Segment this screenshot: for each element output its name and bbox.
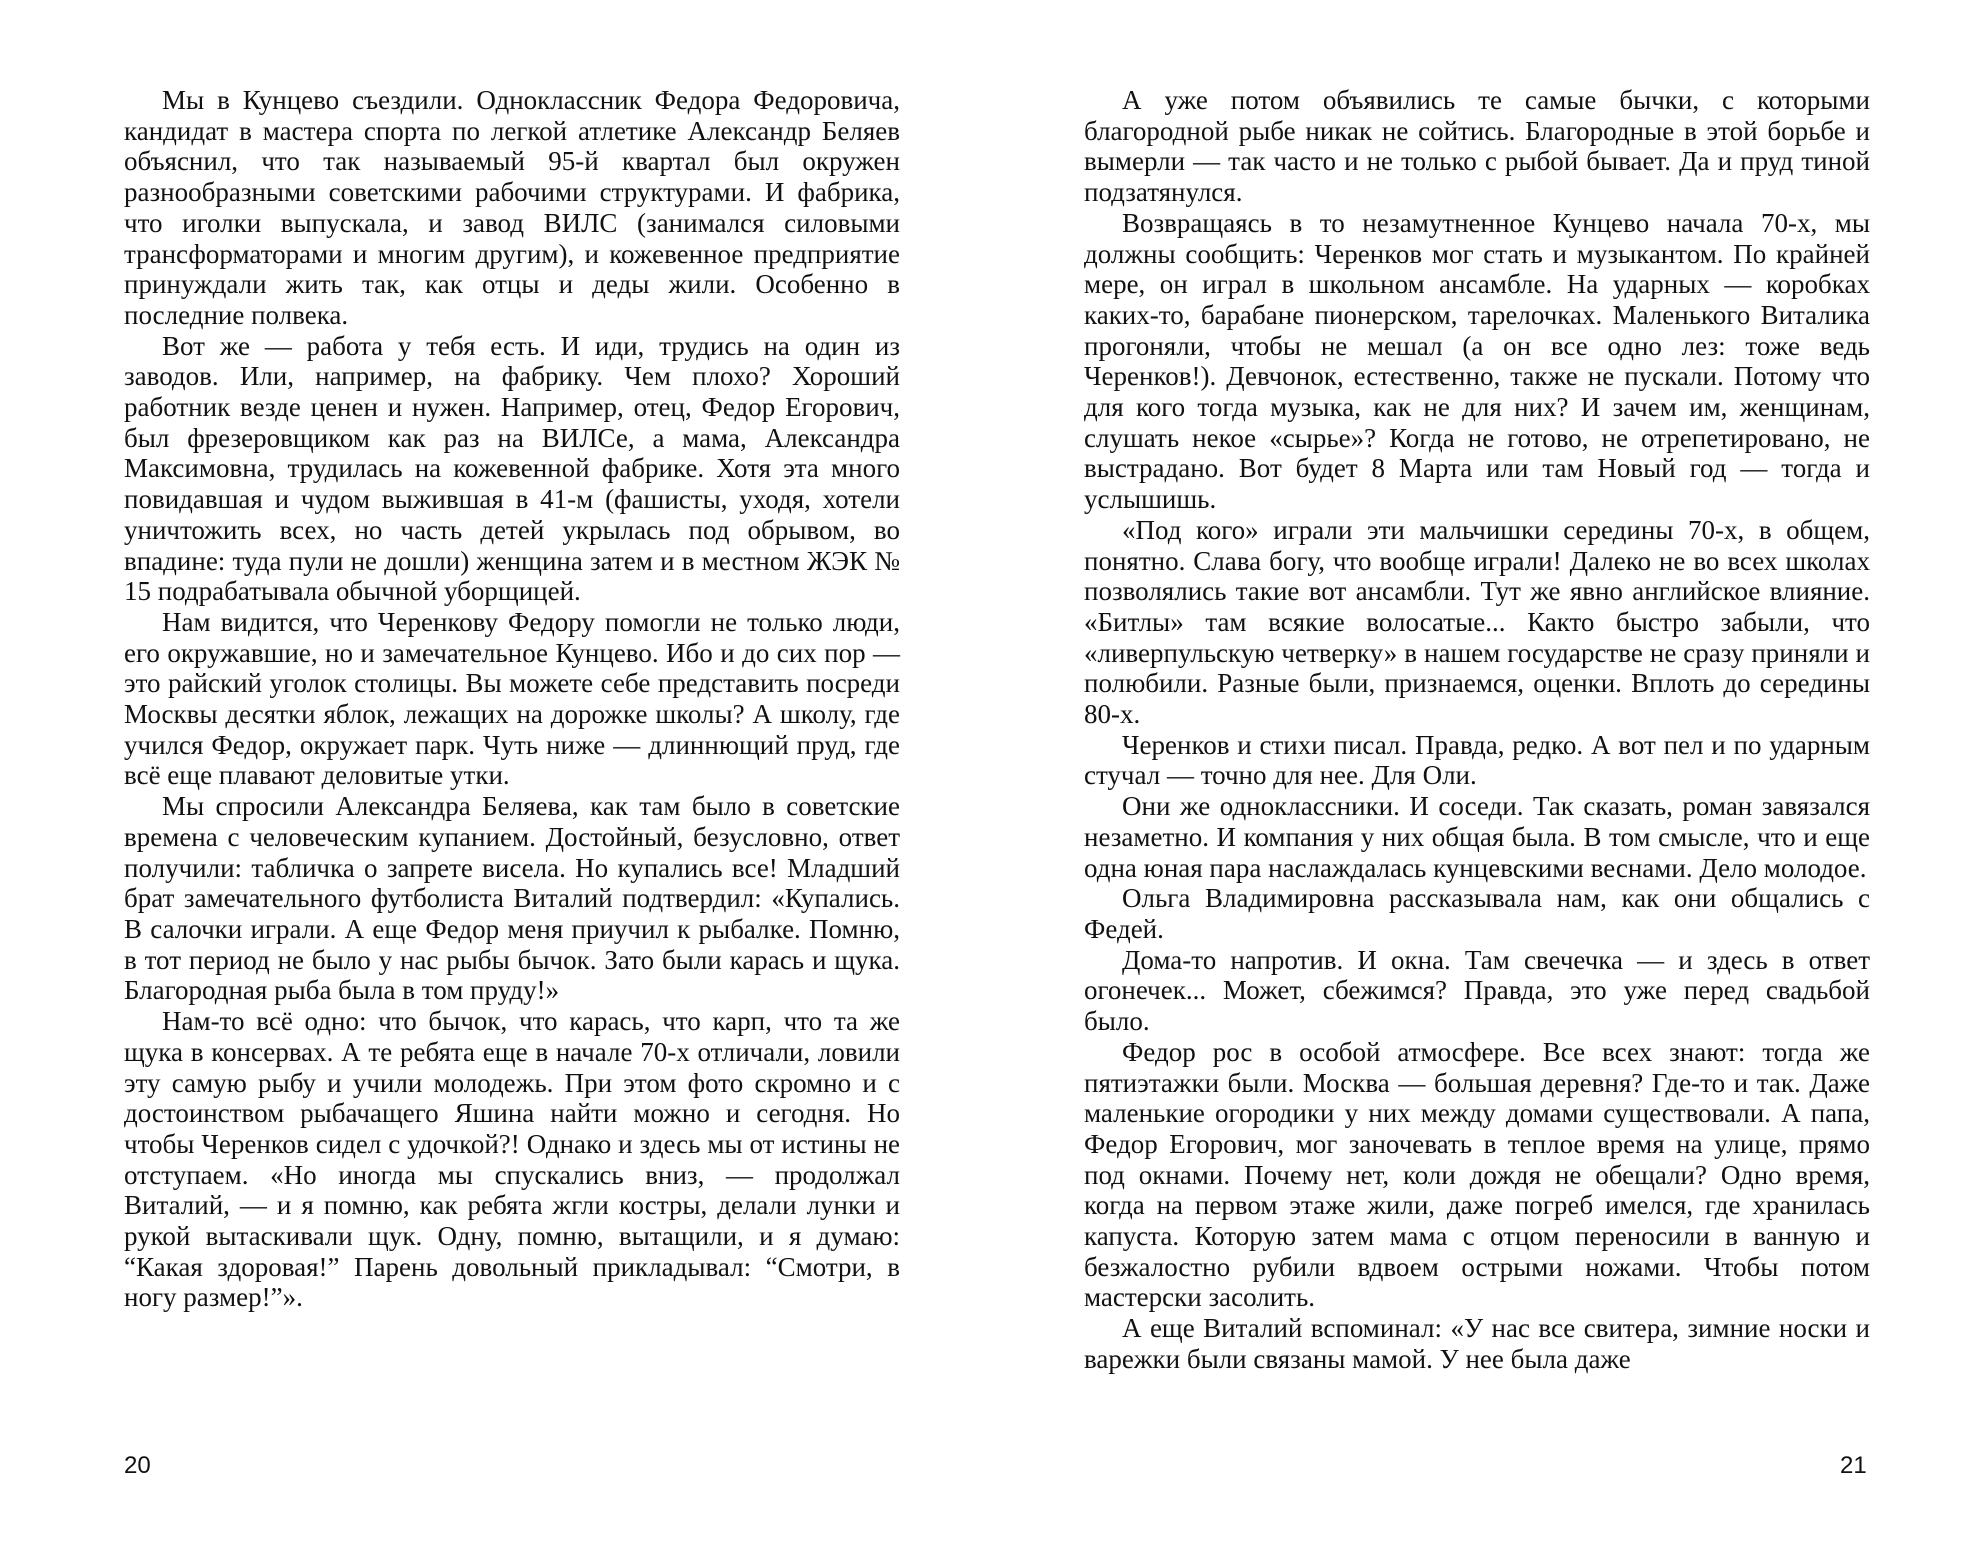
right-page-text (1084, 85, 1870, 1375)
paragraph: Черенков и стихи писал. Правда, редко. А вот пел и по ударным стучал — точно для нее. Для Оли. (1084, 729, 1870, 791)
paragraph: Они же одноклассники. И соседи. Так сказать, роман завязался незаметно. И компания у них общая была. В том смысле, что и еще одна юная пара наслаждалась кунцевскими веснами. Дело молодое. (1084, 791, 1870, 883)
paragraph: Вот же — работа у тебя есть. И иди, трудись на один из заводов. Или, например, на фабрику. Чем плохо? Хороший работник везде ценен и нужен. Например, отец, Федор Егорович, был фрезеровщиком как раз на ВИЛСе, а мама, Александра Максимовна, трудилась на кожевенной фабрике. Хотя эта много повидавшая и чудом выжившая в 41-м (фашисты, уходя, хотели уничтожить всех, но часть детей укрылась под обрывом, во впадине: туда пули не дошли) женщина затем и в местном ЖЭК № 15 подрабатывала обычной уборщицей. (124, 330, 900, 607)
left-page-text (124, 85, 900, 1313)
right-page (1084, 85, 1870, 1375)
paragraph: «Под кого» играли эти мальчишки середины 70-х, в общем, понятно. Слава богу, что вообще играли! Далеко не во всех школах позволялись такие вот ансамбли. Тут же явно английское влияние. «Битлы» там всякие волосатые... Както быстро забыли, что «ливерпульскую четверку» в нашем государстве не сразу приняли и полюбили. Разные были, признаемся, оценки. Вплоть до середины 80-х. (1084, 514, 1870, 730)
page-number-left: 20 (124, 1452, 151, 1479)
page-number-right: 21 (1840, 1452, 1867, 1479)
paragraph: Федор рос в особой атмосфере. Все всех знают: тогда же пятиэтажки были. Москва — большая деревня? Где-то и так. Даже маленькие огородики у них между домами существовали. А папа, Федор Егорович, мог заночевать в теплое время на улице, прямо под окнами. Почему нет, коли дождя не обещали? Одно время, когда на первом этаже жили, даже погреб имелся, где хранилась капуста. Которую затем мама с отцом переносили в ванную и безжалостно рубили вдвоем острыми ножами. Чтобы потом мастерски засолить. (1084, 1036, 1870, 1313)
paragraph: Мы спросили Александра Беляева, как там было в советские времена с человеческим купанием. Достойный, безусловно, ответ получили: табличка о запрете висела. Но купались все! Младший брат замечательного футболиста Виталий подтвердил: «Купались. В салочки играли. А еще Федор меня приучил к рыбалке. Помню, в тот период не было у нас рыбы бычок. Зато были карась и щука. Благородная рыба была в том пруду!» (124, 791, 900, 1006)
paragraph: Дома-то напротив. И окна. Там свечечка — и здесь в ответ огонечек... Может, сбежимся? Правда, это уже перед свадьбой было. (1084, 944, 1870, 1037)
paragraph: Ольга Владимировна рассказывала нам, как они общались с Федей. (1084, 883, 1870, 944)
paragraph: Нам-то всё одно: что бычок, что карась, что карп, что та же щука в консервах. А те ребята еще в начале 70-х отличали, ловили эту самую рыбу и учили молодежь. При этом фото скромно и с достоинством рыбачащего Яшина найти можно и сегодня. Но чтобы Черенков сидел с удочкой?! Однако и здесь мы от истины не отступаем. «Но иногда мы спускались вниз, — продолжал Виталий, — и я помню, как ребята жгли костры, делали лунки и рукой вытаскивали щук. Одну, помню, вытащили, и я думаю: “Какая здоровая!” Парень довольный прикладывал: “Смотри, в ногу размер!”». (124, 1006, 900, 1313)
paragraph: А еще Виталий вспоминал: «У нас все свитера, зимние носки и варежки были связаны мамой. У нее была даже (1084, 1313, 1870, 1374)
paragraph: Мы в Кунцево съездили. Одноклассник Федора Федоровича, кандидат в мастера спорта по легкой атлетике Александр Беляев объяснил, что так называемый 95-й квартал был окружен разнообразными советскими рабочими структурами. И фабрика, что иголки выпускала, и завод ВИЛС (занимался силовыми трансформаторами и многим другим), и кожевенное предприятие принуждали жить так, как отцы и деды жили. Особенно в последние полвека. (124, 85, 900, 330)
left-page (124, 85, 900, 1313)
paragraph: Возвращаясь в то незамутненное Кунцево начала 70-х, мы должны сообщить: Черенков мог стать и музыкантом. По крайней мере, он играл в школьном ансамбле. На ударных — коробках каких-то, барабане пионерском, тарелочках. Маленького Виталика прогоняли, чтобы не мешал (а он все одно лез: тоже ведь Черенков!). Девчонок, естественно, также не пускали. Потому что для кого тогда музыка, как не для них? И зачем им, женщинам, слушать некое «сырье»? Когда не готово, не отрепетировано, не выстрадано. Вот будет 8 Марта или там Новый год — тогда и услышишь. (1084, 207, 1870, 515)
paragraph: А уже потом объявились те самые бычки, с которыми благородной рыбе никак не сойтись. Благородные в этой борьбе и вымерли — так часто и не только с рыбой бывает. Да и пруд тиной подзатянулся. (1084, 85, 1870, 208)
paragraph: Нам видится, что Черенкову Федору помогли не только люди, его окружавшие, но и замечательное Кунцево. Ибо и до сих пор — это райский уголок столицы. Вы можете себе представить посреди Москвы десятки яблок, лежащих на дорожке школы? А школу, где учился Федор, окружает парк. Чуть ниже — длиннющий пруд, где всё еще плавают деловитые утки. (124, 606, 900, 791)
